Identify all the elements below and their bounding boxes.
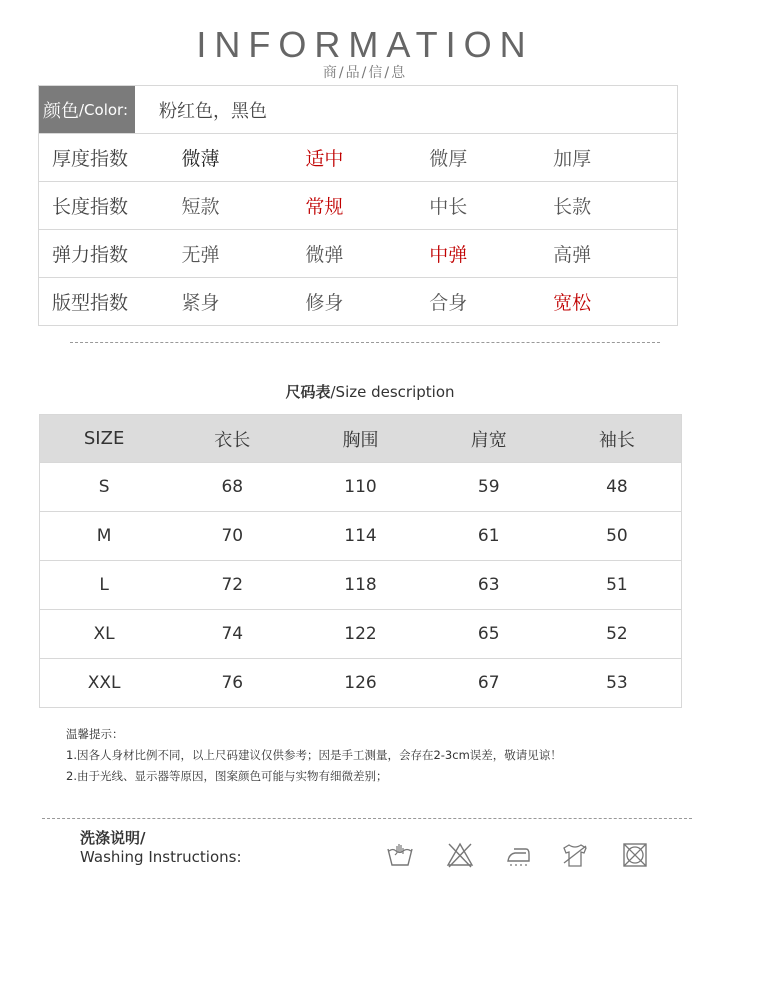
color-row <box>39 86 677 133</box>
table-cell: 110 <box>344 477 377 497</box>
washing-title <box>80 829 242 867</box>
column-header: SIZE <box>83 428 125 449</box>
size-table-header <box>40 415 681 462</box>
info-option: 长款 <box>553 196 592 218</box>
info-option-selected: 适中 <box>305 148 344 170</box>
column-header: 胸围 <box>342 429 379 451</box>
info-option: 微薄 <box>181 148 220 170</box>
column-header: 衣长 <box>214 429 251 451</box>
info-row-name: 版型指数 <box>52 292 129 314</box>
table-row <box>40 658 681 707</box>
info-option: 短款 <box>181 196 220 218</box>
washing-title-en: Washing Instructions: <box>80 848 242 866</box>
column-header: 袖长 <box>598 429 635 451</box>
size-table <box>39 414 682 708</box>
table-cell: 63 <box>477 575 500 595</box>
table-cell: 70 <box>221 526 244 546</box>
table-cell: 48 <box>606 477 628 497</box>
divider <box>70 342 660 343</box>
product-info-table <box>38 85 678 326</box>
thickness-row <box>39 133 677 181</box>
info-option-selected: 宽松 <box>553 292 592 314</box>
info-option: 合身 <box>429 292 468 314</box>
table-row <box>40 609 681 658</box>
info-option: 高弹 <box>553 244 592 266</box>
info-option-selected: 常规 <box>305 196 344 218</box>
table-row <box>40 511 681 560</box>
table-cell: L <box>99 575 109 595</box>
info-option: 无弹 <box>181 244 220 266</box>
no-tumble-dry-icon <box>620 840 650 870</box>
table-cell: 72 <box>221 575 244 595</box>
table-cell: M <box>96 526 112 546</box>
notes-title: 温馨提示： <box>66 727 124 741</box>
info-row-name: 长度指数 <box>52 196 129 218</box>
table-cell: XXL <box>87 673 121 693</box>
hand-wash-icon <box>385 840 415 870</box>
color-value: 粉红色，黑色 <box>159 100 267 122</box>
info-option: 紧身 <box>181 292 220 314</box>
divider <box>42 818 692 819</box>
table-cell: 50 <box>606 526 628 546</box>
info-option: 加厚 <box>553 148 592 170</box>
table-cell: 65 <box>477 624 500 644</box>
info-option: 微厚 <box>429 148 468 170</box>
info-option: 中长 <box>429 196 468 218</box>
column-header: 肩宽 <box>470 429 507 451</box>
table-cell: 52 <box>606 624 628 644</box>
color-label <box>39 86 135 133</box>
page-subtitle: 商/品/信/息 <box>322 65 408 81</box>
info-option: 微弹 <box>305 244 344 266</box>
table-cell: S <box>98 477 110 497</box>
no-bleach-icon <box>445 840 475 870</box>
table-cell: 114 <box>344 526 377 546</box>
table-cell: 74 <box>221 624 244 644</box>
size-heading-cn: 尺码表 <box>285 383 331 401</box>
notes <box>66 724 562 787</box>
table-cell: 51 <box>606 575 628 595</box>
info-option: 修身 <box>305 292 344 314</box>
low-iron-icon <box>504 840 534 870</box>
note-item: 1.因各人身材比例不同，以上尺码建议仅供参考；因是手工测量，会存在2-3cm误差，敬请见谅！ <box>66 748 562 762</box>
table-cell: 59 <box>477 477 500 497</box>
table-cell: XL <box>93 624 115 644</box>
page-title: INFORMATION <box>196 24 534 65</box>
info-row-name: 厚度指数 <box>52 148 129 170</box>
table-row <box>40 560 681 609</box>
table-cell: 118 <box>344 575 377 595</box>
fit-row <box>39 277 677 325</box>
table-row <box>40 462 681 511</box>
table-cell: 76 <box>221 673 244 693</box>
table-cell: 67 <box>477 673 500 693</box>
table-cell: 53 <box>606 673 628 693</box>
table-cell: 68 <box>221 477 244 497</box>
table-cell: 122 <box>344 624 377 644</box>
hang-dry-icon <box>560 840 590 870</box>
length-row <box>39 181 677 229</box>
note-item: 2.由于光线、显示器等原因，图案颜色可能与实物有细微差别； <box>66 769 388 783</box>
size-table-heading <box>0 381 740 402</box>
color-label-en: /Color: <box>79 100 129 119</box>
info-row-name: 弹力指数 <box>52 244 129 266</box>
info-option-selected: 中弹 <box>429 244 468 266</box>
size-heading-en: /Size description <box>330 383 455 401</box>
color-label-cn: 颜色 <box>43 100 79 122</box>
table-cell: 61 <box>477 526 500 546</box>
washing-title-cn: 洗涤说明/ <box>80 829 146 847</box>
table-cell: 126 <box>344 673 377 693</box>
elasticity-row <box>39 229 677 277</box>
